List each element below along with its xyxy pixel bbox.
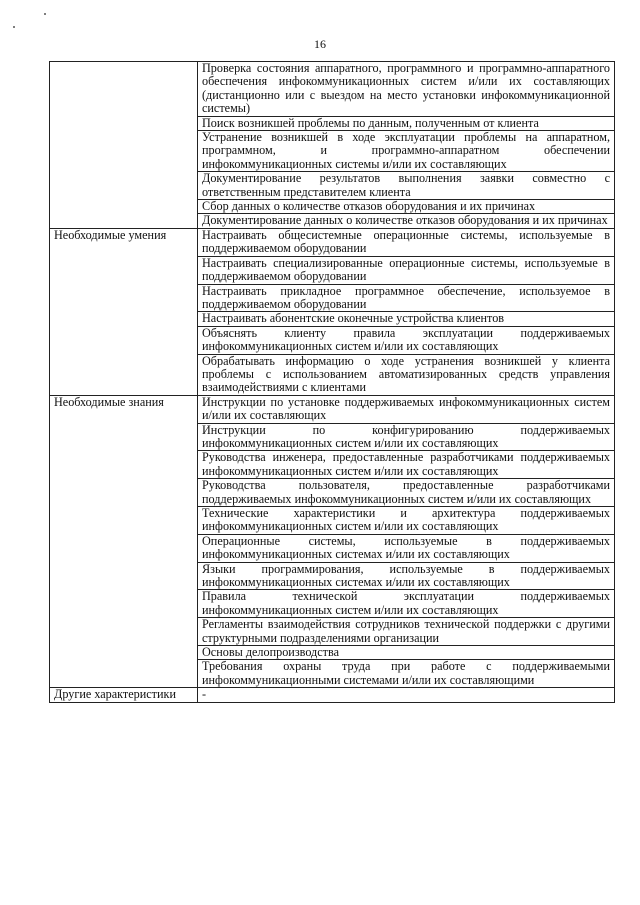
table-row [50,395,615,423]
row-item-text: Настраивать специализированные операционные системы, используемые в поддерживаемом оборудовании [198,256,615,284]
scan-speck [44,13,46,15]
row-item-text: Руководства инженера, предоставленные разработчиками поддерживаемых инфокоммуникационных систем и/или их составляющих [198,451,615,479]
row-item-text: Операционные системы, используемые в поддерживаемых инфокоммуникационных системах и/или их составляющих [198,534,615,562]
row-item-text: Руководства пользователя, предоставленные разработчиками поддерживаемых инфокоммуникационных систем и/или их составляющих [198,479,615,507]
row-item-text: Языки программирования, используемые в поддерживаемых инфокоммуникационных системах и/или их составляющих [198,562,615,590]
row-item-text: Документирование результатов выполнения заявки совместно с ответственным представителем клиента [198,172,615,200]
row-item-text: Требования охраны труда при работе с поддерживаемыми инфокоммуникационными системами и/или их составляющими [198,660,615,688]
row-item-text: Правила технической эксплуатации поддерживаемых инфокоммуникационных систем и/или их составляющих [198,590,615,618]
row-item-text: Настраивать прикладное программное обеспечение, используемое в поддерживаемом оборудовании [198,284,615,312]
row-item-text: Проверка состояния аппаратного, программного и программно-аппаратного обеспечения инфокоммуникационных систем и/или их составляющих (дистанционно или с выездом на место установки инфокоммуникационной системы) [198,62,615,117]
row-item-text: Настраивать общесистемные операционные системы, используемые в поддерживаемом оборудовании [198,228,615,256]
row-item-text: Настраивать абонентские оконечные устройства клиентов [198,312,615,326]
row-item-text: Поиск возникшей проблемы по данным, полученным от клиента [198,116,615,130]
row-item-text: Технические характеристики и архитектура поддерживаемых инфокоммуникационных систем и/или их составляющих [198,507,615,535]
row-item-text: Инструкции по установке поддерживаемых инфокоммуникационных систем и/или их составляющих [198,395,615,423]
row-item-text: Основы делопроизводства [198,646,615,660]
row-item-text: Устранение возникшей в ходе эксплуатации проблемы на аппаратном, программном, и программно-аппаратном обеспечении инфокоммуникационных системы и/или их составляющих [198,131,615,172]
row-group-label [50,62,198,229]
requirements-table [49,61,615,703]
row-item-text: Сбор данных о количестве отказов оборудования и их причинах [198,200,615,214]
row-item-text: Регламенты взаимодействия сотрудников технической поддержки с другими структурными подразделениями организации [198,618,615,646]
row-item-text: - [198,688,615,702]
row-group-label: Необходимые знания [50,395,198,688]
page-number: 16 [314,37,326,51]
row-item-text: Объяснять клиенту правила эксплуатации поддерживаемых инфокоммуникационных систем и/или их составляющих [198,326,615,354]
row-group-label: Необходимые умения [50,228,198,395]
row-item-text: Обрабатывать информацию о ходе устранения возникшей у клиента проблемы с использованием автоматизированных средств управления взаимодействиями с клиентами [198,354,615,395]
scan-speck [13,26,15,28]
table-row [50,688,615,702]
row-item-text: Инструкции по конфигурированию поддерживаемых инфокоммуникационных систем и/или их составляющих [198,423,615,451]
row-group-label: Другие характеристики [50,688,198,702]
table-row [50,228,615,256]
table-row [50,62,615,117]
requirements-table-body [50,62,615,703]
row-item-text: Документирование данных о количестве отказов оборудования и их причинах [198,214,615,228]
